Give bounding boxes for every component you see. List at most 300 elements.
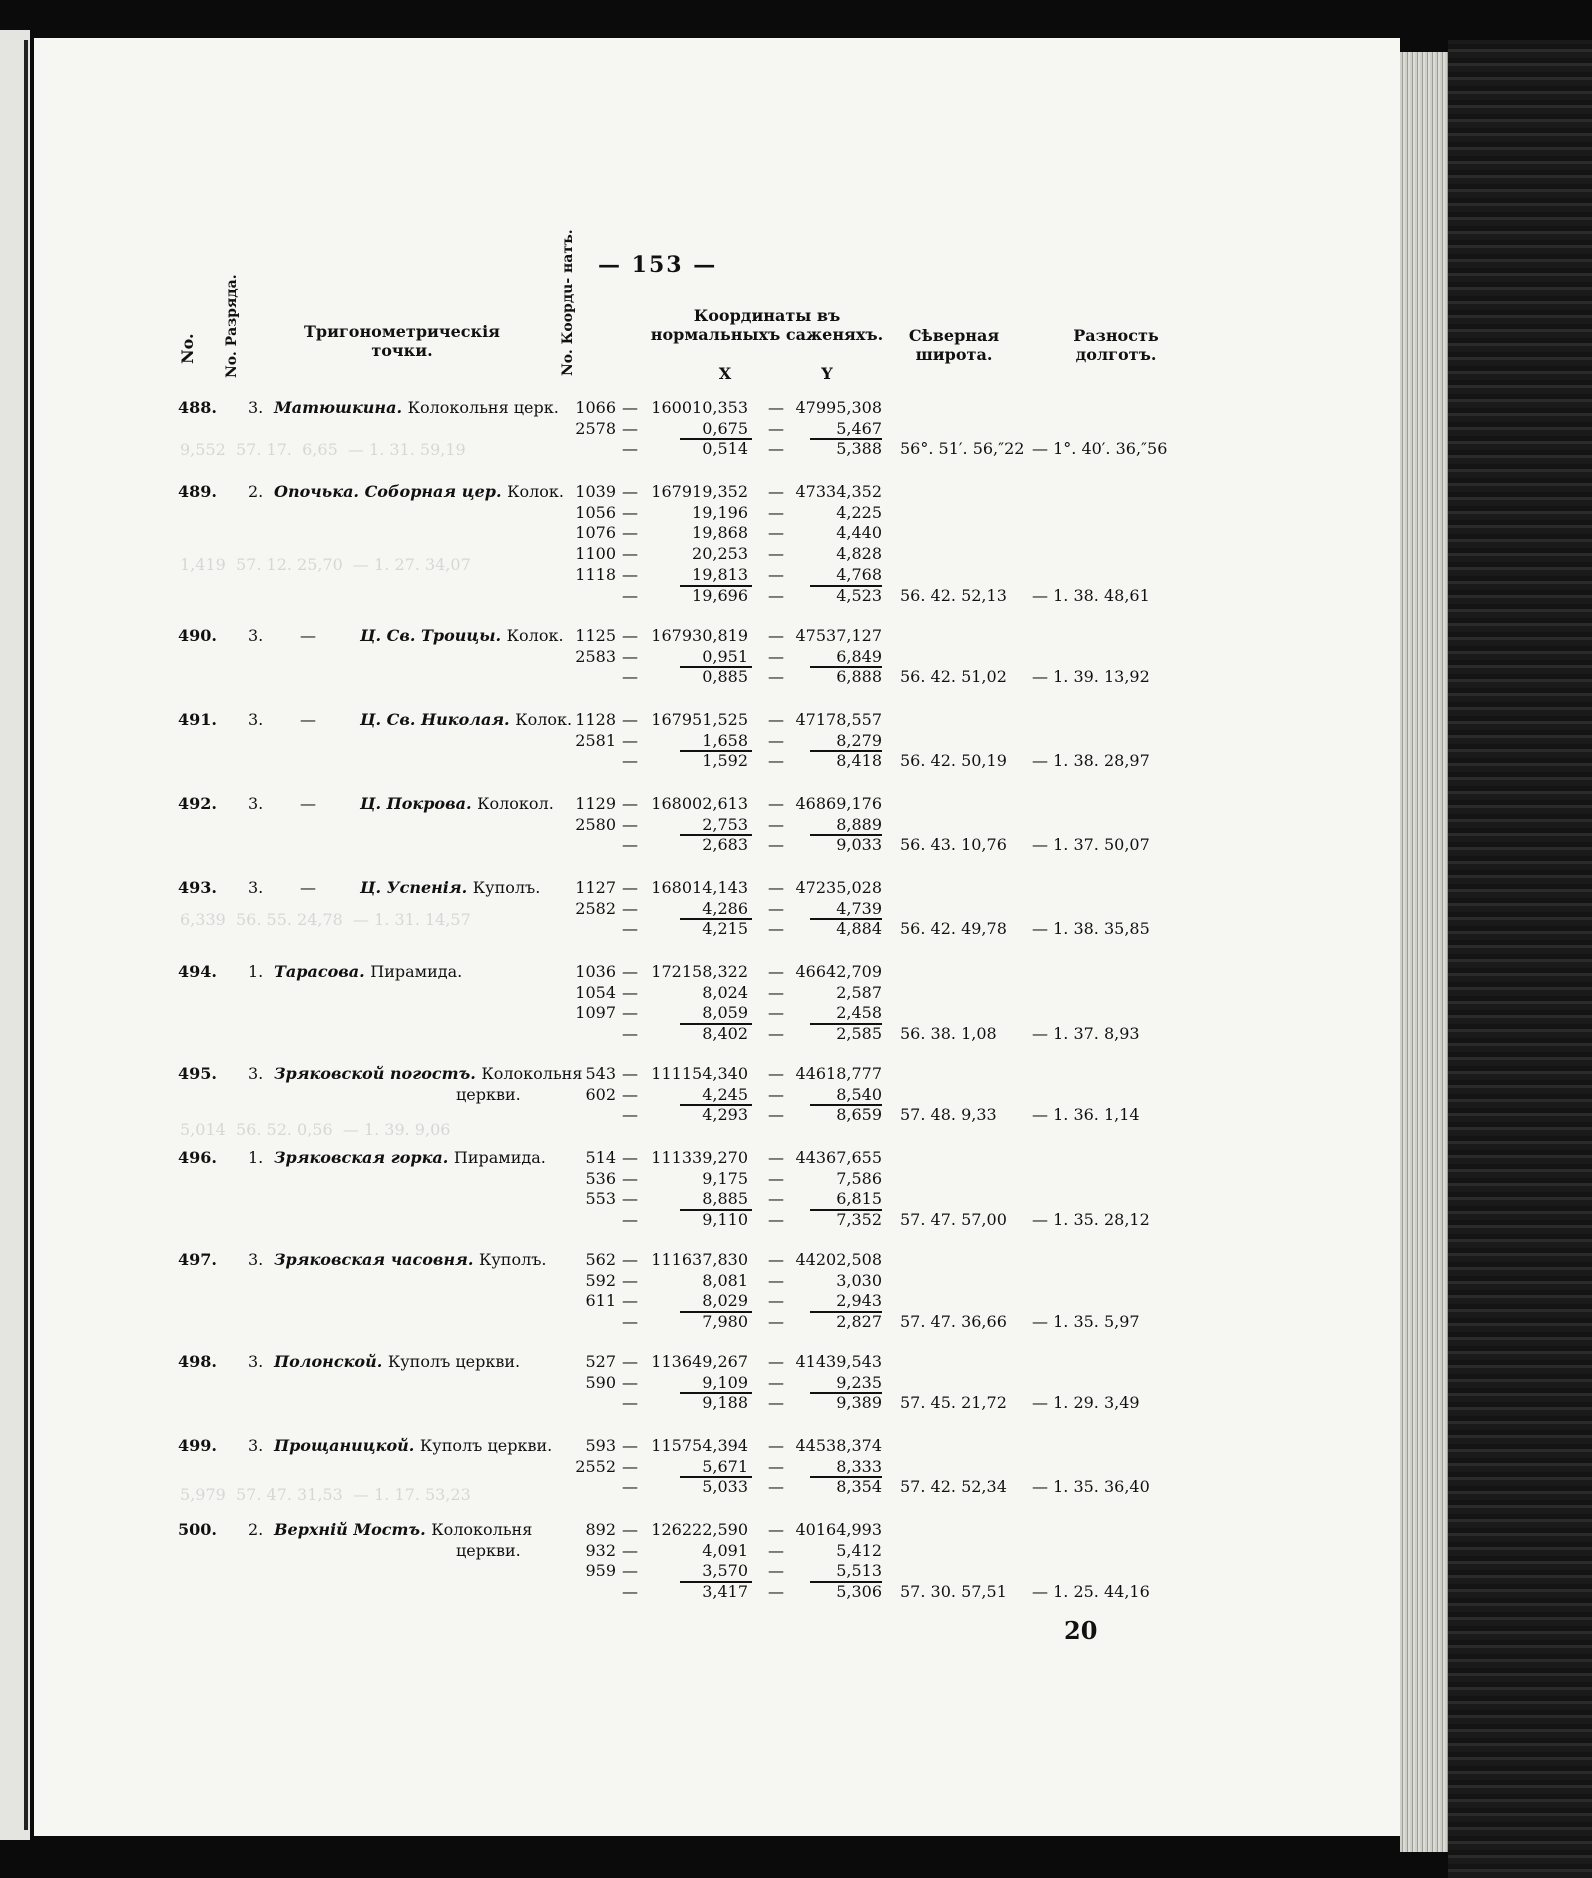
y-value: 44202,508 — [795, 1250, 882, 1269]
x-value: 0,675 — [702, 418, 748, 438]
ditto-dash: — — [300, 878, 316, 897]
coord-index: 932 — [585, 1540, 616, 1560]
dash-separator: — — [768, 1084, 784, 1104]
point-name — [360, 794, 554, 813]
x-value: 8,081 — [702, 1270, 748, 1290]
point-rank: 3. — [248, 1250, 264, 1269]
ditto-dash: — — [300, 710, 316, 729]
signature-mark: 20 — [1064, 1616, 1098, 1645]
x-value: 167930,819 — [651, 626, 748, 645]
y-value: 2,458 — [836, 1003, 882, 1023]
dash-separator: — — [622, 982, 638, 1002]
dash-separator: — — [622, 482, 638, 501]
dash-separator: — — [622, 439, 638, 459]
show-through-text: 9,552 57. 17. 6,65 — 1. 31. 59,19 — [180, 440, 466, 459]
point-number: 490. — [178, 626, 217, 645]
longitude-diff: — 1. 39. 13,92 — [1032, 667, 1150, 687]
longitude-diff: — 1. 38. 48,61 — [1032, 585, 1150, 605]
page-block-edge — [1400, 52, 1448, 1852]
point-rank: 3. — [248, 1064, 264, 1083]
longitude-diff: — 1. 25. 44,16 — [1032, 1582, 1150, 1602]
y-value: 8,418 — [836, 751, 882, 771]
show-through-text: 5,979 57. 47. 31,53 — 1. 17. 53,23 — [180, 1485, 471, 1504]
dash-separator: — — [622, 1540, 638, 1560]
x-value: 4,286 — [702, 898, 748, 918]
point-name — [274, 1352, 520, 1371]
coord-index: 593 — [585, 1436, 616, 1455]
dash-separator: — — [768, 1291, 784, 1311]
point-name-italic: Ц. Св. Троицы. — [360, 626, 507, 645]
dash-separator: — — [622, 751, 638, 771]
x-value: 19,696 — [692, 585, 748, 605]
y-value: 3,030 — [836, 1270, 882, 1290]
point-name-cont: церкви. — [456, 1540, 521, 1560]
point-name-italic: Зряковская часовня. — [274, 1250, 479, 1269]
x-value: 4,215 — [702, 919, 748, 939]
dash-separator: — — [768, 482, 784, 501]
coord-index: 2578 — [575, 418, 616, 438]
point-name-desc: Пирамида. — [453, 1148, 546, 1167]
x-value: 0,514 — [702, 439, 748, 459]
point-name-desc: Куполъ. — [478, 1250, 547, 1269]
y-value: 4,884 — [836, 919, 882, 939]
dash-separator: — — [768, 1436, 784, 1455]
dash-separator: — — [622, 1436, 638, 1455]
dash-separator: — — [768, 585, 784, 605]
point-number: 492. — [178, 794, 217, 813]
ditto-dash: — — [300, 794, 316, 813]
y-value: 5,306 — [836, 1582, 882, 1602]
dash-separator: — — [768, 1393, 784, 1413]
dash-separator: — — [622, 1250, 638, 1269]
y-value: 4,739 — [836, 898, 882, 918]
longitude-diff: — 1. 37. 8,93 — [1032, 1024, 1140, 1044]
dash-separator: — — [768, 919, 784, 939]
dash-separator: — — [622, 1189, 638, 1209]
dash-separator: — — [768, 710, 784, 729]
point-name-desc: Колок. — [515, 710, 573, 729]
coord-index: 1128 — [575, 710, 616, 729]
point-number: 489. — [178, 482, 217, 501]
header-y: Y — [821, 364, 833, 383]
dash-separator: — — [768, 1352, 784, 1371]
point-rank: 2. — [248, 1520, 264, 1539]
point-number: 498. — [178, 1352, 217, 1371]
x-value: 9,110 — [702, 1210, 748, 1230]
y-value: 5,513 — [836, 1561, 882, 1581]
point-rank: 3. — [248, 794, 264, 813]
dash-separator: — — [768, 439, 784, 459]
coord-index: 1100 — [575, 544, 616, 564]
dash-separator: — — [768, 398, 784, 417]
point-name-desc: Колок. — [507, 482, 564, 501]
header-latitude: Сѣверная широта. — [908, 326, 1000, 364]
point-name-desc: Куполъ церкви. — [387, 1352, 521, 1371]
dash-separator: — — [768, 1372, 784, 1392]
x-value: 1,658 — [702, 730, 748, 750]
y-value: 46642,709 — [795, 962, 882, 981]
dash-separator: — — [622, 1003, 638, 1023]
point-name-italic: Ц. Покрова. — [360, 794, 478, 813]
point-name — [360, 710, 572, 729]
dash-separator: — — [768, 878, 784, 897]
coord-index: 1076 — [575, 523, 616, 543]
x-value: 113649,267 — [651, 1352, 748, 1371]
x-value: 4,245 — [702, 1084, 748, 1104]
dash-separator: — — [622, 1477, 638, 1497]
dash-separator: — — [768, 626, 784, 645]
header-coordinates: Координаты въ нормальныхъ саженяхъ. — [650, 306, 884, 344]
dash-separator: — — [622, 667, 638, 687]
y-value: 47334,352 — [795, 482, 882, 501]
longitude-diff: — 1. 29. 3,49 — [1032, 1393, 1140, 1413]
dash-separator: — — [768, 1210, 784, 1230]
coord-index: 2582 — [575, 898, 616, 918]
dash-separator: — — [622, 1168, 638, 1188]
x-value: 160010,353 — [651, 398, 748, 417]
point-name-italic: Тарасова. — [274, 962, 371, 981]
y-value: 47537,127 — [795, 626, 882, 645]
point-name-italic: Опочька. Соборная цер. — [274, 482, 508, 501]
coord-index: 1036 — [575, 962, 616, 981]
x-value: 0,951 — [702, 646, 748, 666]
y-value: 4,225 — [836, 502, 882, 522]
latitude: 56. 42. 50,19 — [900, 751, 1007, 771]
dash-separator: — — [622, 919, 638, 939]
page-number: — 153 — — [598, 252, 718, 278]
point-name-italic: Зряковская горка. — [274, 1148, 454, 1167]
point-rank: 3. — [248, 398, 264, 417]
x-value: 115754,394 — [651, 1436, 748, 1455]
dash-separator: — — [768, 1540, 784, 1560]
x-value: 3,570 — [702, 1561, 748, 1581]
y-value: 4,828 — [836, 544, 882, 564]
dash-separator: — — [768, 1520, 784, 1539]
point-name-desc: Куполъ церкви. — [419, 1436, 553, 1455]
x-value: 126222,590 — [651, 1520, 748, 1539]
coord-index: 1125 — [575, 626, 616, 645]
point-name — [274, 1148, 546, 1167]
x-value: 20,253 — [692, 544, 748, 564]
dash-separator: — — [768, 1477, 784, 1497]
coord-index: 1056 — [575, 502, 616, 522]
point-name-cont: церкви. — [456, 1084, 521, 1104]
header-no: No. — [178, 333, 197, 364]
y-value: 2,587 — [836, 982, 882, 1002]
y-value: 9,235 — [836, 1372, 882, 1392]
dash-separator: — — [622, 1582, 638, 1602]
y-value: 8,333 — [836, 1456, 882, 1476]
latitude: 57. 47. 57,00 — [900, 1210, 1007, 1230]
point-name-desc: Пирамида. — [370, 962, 463, 981]
point-name-desc: Колок. — [506, 626, 564, 645]
y-value: 6,888 — [836, 667, 882, 687]
coord-index: 2552 — [575, 1456, 616, 1476]
coord-index: 892 — [585, 1520, 616, 1539]
longitude-diff: — 1. 37. 50,07 — [1032, 835, 1150, 855]
header-longitude: Разность долготъ. — [1073, 326, 1159, 364]
coord-index: 553 — [585, 1189, 616, 1209]
dash-separator: — — [768, 1456, 784, 1476]
dash-separator: — — [622, 730, 638, 750]
x-value: 4,091 — [702, 1540, 748, 1560]
point-name-italic: Ц. Успенія. — [360, 878, 473, 897]
longitude-diff: — 1°. 40′. 36,″56 — [1032, 439, 1168, 459]
point-number: 499. — [178, 1436, 217, 1455]
coord-index: 543 — [585, 1064, 616, 1083]
y-value: 5,388 — [836, 439, 882, 459]
y-value: 5,412 — [836, 1540, 882, 1560]
latitude: 56. 42. 49,78 — [900, 919, 1007, 939]
x-value: 7,980 — [702, 1312, 748, 1332]
point-number: 496. — [178, 1148, 217, 1167]
point-number: 494. — [178, 962, 217, 981]
dash-separator: — — [622, 1148, 638, 1167]
coord-index: 592 — [585, 1270, 616, 1290]
y-value: 4,523 — [836, 585, 882, 605]
y-value: 44618,777 — [795, 1064, 882, 1083]
y-value: 6,849 — [836, 646, 882, 666]
x-value: 8,024 — [702, 982, 748, 1002]
coord-index: 1127 — [575, 878, 616, 897]
latitude: 57. 30. 57,51 — [900, 1582, 1007, 1602]
dash-separator: — — [768, 1250, 784, 1269]
show-through-text: 6,339 56. 55. 24,78 — 1. 31. 14,57 — [180, 910, 471, 929]
dash-separator: — — [622, 1024, 638, 1044]
coord-index: 2580 — [575, 814, 616, 834]
dash-separator: — — [622, 1291, 638, 1311]
dash-separator: — — [768, 982, 784, 1002]
x-value: 111154,340 — [651, 1064, 748, 1083]
dash-separator: — — [622, 626, 638, 645]
x-value: 167951,525 — [651, 710, 748, 729]
coord-index: 2583 — [575, 646, 616, 666]
x-value: 8,059 — [702, 1003, 748, 1023]
longitude-diff: — 1. 35. 5,97 — [1032, 1312, 1140, 1332]
x-value: 3,417 — [702, 1582, 748, 1602]
coord-index: 562 — [585, 1250, 616, 1269]
dash-separator: — — [622, 835, 638, 855]
latitude: 56. 43. 10,76 — [900, 835, 1007, 855]
x-value: 9,188 — [702, 1393, 748, 1413]
y-value: 4,440 — [836, 523, 882, 543]
latitude: 56°. 51′. 56,″22 — [900, 439, 1025, 459]
coord-index: 1066 — [575, 398, 616, 417]
x-value: 4,293 — [702, 1105, 748, 1125]
dash-separator: — — [622, 1352, 638, 1371]
latitude: 56. 38. 1,08 — [900, 1024, 997, 1044]
dash-separator: — — [768, 751, 784, 771]
point-name-desc: Колокольня церк. — [407, 398, 559, 417]
latitude: 57. 42. 52,34 — [900, 1477, 1007, 1497]
dash-separator: — — [622, 1084, 638, 1104]
dash-separator: — — [622, 898, 638, 918]
latitude: 57. 45. 21,72 — [900, 1393, 1007, 1413]
y-value: 44538,374 — [795, 1436, 882, 1455]
dash-separator: — — [622, 646, 638, 666]
latitude: 57. 48. 9,33 — [900, 1105, 997, 1125]
y-value: 7,352 — [836, 1210, 882, 1230]
dash-separator: — — [768, 1024, 784, 1044]
y-value: 7,586 — [836, 1168, 882, 1188]
dash-separator: — — [768, 1312, 784, 1332]
header-x: X — [718, 364, 732, 383]
point-name-italic: Матюшкина. — [274, 398, 408, 417]
dash-separator: — — [768, 1168, 784, 1188]
coord-index: 611 — [585, 1291, 616, 1311]
dash-separator: — — [622, 1064, 638, 1083]
point-rank: 3. — [248, 626, 264, 645]
book-gutter — [24, 40, 28, 1830]
dash-separator: — — [768, 1003, 784, 1023]
y-value: 47235,028 — [795, 878, 882, 897]
dash-separator: — — [622, 962, 638, 981]
dash-separator: — — [768, 1561, 784, 1581]
x-value: 19,868 — [692, 523, 748, 543]
longitude-diff: — 1. 36. 1,14 — [1032, 1105, 1140, 1125]
coord-index: 1039 — [575, 482, 616, 501]
x-value: 5,033 — [702, 1477, 748, 1497]
longitude-diff: — 1. 35. 36,40 — [1032, 1477, 1150, 1497]
dash-separator: — — [622, 794, 638, 813]
dash-separator: — — [622, 1270, 638, 1290]
longitude-diff: — 1. 35. 28,12 — [1032, 1210, 1150, 1230]
header-coord-no: No. Коордu- натъ. — [560, 229, 576, 376]
dash-separator: — — [622, 814, 638, 834]
dash-separator: — — [768, 646, 784, 666]
y-value: 9,033 — [836, 835, 882, 855]
point-name-desc: Колокольня — [481, 1064, 583, 1083]
x-value: 168002,613 — [651, 794, 748, 813]
dash-separator: — — [622, 1561, 638, 1581]
point-rank: 1. — [248, 962, 264, 981]
point-name-desc: Колокольня — [431, 1520, 533, 1539]
coord-index: 2581 — [575, 730, 616, 750]
dash-separator: — — [768, 962, 784, 981]
coord-index: 602 — [585, 1084, 616, 1104]
point-name — [274, 398, 559, 417]
y-value: 46869,176 — [795, 794, 882, 813]
latitude: 56. 42. 51,02 — [900, 667, 1007, 687]
dash-separator: — — [768, 1105, 784, 1125]
coord-index: 1097 — [575, 1003, 616, 1023]
y-value: 41439,543 — [795, 1352, 882, 1371]
point-name-italic: Прощаницкой. — [274, 1436, 420, 1455]
x-value: 9,175 — [702, 1168, 748, 1188]
dash-separator: — — [768, 418, 784, 438]
dash-separator: — — [768, 667, 784, 687]
dash-separator: — — [768, 564, 784, 584]
y-value: 44367,655 — [795, 1148, 882, 1167]
dash-separator: — — [622, 710, 638, 729]
x-value: 111637,830 — [651, 1250, 748, 1269]
point-rank: 3. — [248, 1436, 264, 1455]
y-value: 4,768 — [836, 564, 882, 584]
y-value: 2,943 — [836, 1291, 882, 1311]
point-name — [274, 962, 462, 981]
dash-separator: — — [622, 564, 638, 584]
point-name-italic: Полонской. — [274, 1352, 388, 1371]
y-value: 8,540 — [836, 1084, 882, 1104]
point-rank: 3. — [248, 1352, 264, 1371]
show-through-text: 1,419 57. 12. 25,70 — 1. 27. 34,07 — [180, 555, 471, 574]
dash-separator: — — [768, 898, 784, 918]
point-name — [274, 1436, 552, 1455]
coord-index: 1118 — [575, 564, 616, 584]
coord-index: 590 — [585, 1372, 616, 1392]
coord-index: 527 — [585, 1352, 616, 1371]
y-value: 2,827 — [836, 1312, 882, 1332]
y-value: 8,889 — [836, 814, 882, 834]
longitude-diff: — 1. 38. 35,85 — [1032, 919, 1150, 939]
dash-separator: — — [768, 523, 784, 543]
x-value: 19,813 — [692, 564, 748, 584]
y-value: 47178,557 — [795, 710, 882, 729]
coord-index: 1129 — [575, 794, 616, 813]
coord-index: 536 — [585, 1168, 616, 1188]
point-name-italic: Зряковской погостъ. — [274, 1064, 482, 1083]
coord-index: 1054 — [575, 982, 616, 1002]
y-value: 8,659 — [836, 1105, 882, 1125]
ditto-dash: — — [300, 626, 316, 645]
x-value: 167919,352 — [651, 482, 748, 501]
y-value: 5,467 — [836, 418, 882, 438]
point-name-desc: Куполъ. — [472, 878, 541, 897]
dash-separator: — — [768, 1270, 784, 1290]
dash-separator: — — [622, 523, 638, 543]
x-value: 9,109 — [702, 1372, 748, 1392]
y-value: 8,354 — [836, 1477, 882, 1497]
point-number: 493. — [178, 878, 217, 897]
longitude-diff: — 1. 38. 28,97 — [1032, 751, 1150, 771]
dash-separator: — — [622, 1312, 638, 1332]
x-value: 2,753 — [702, 814, 748, 834]
latitude: 57. 47. 36,66 — [900, 1312, 1007, 1332]
y-value: 47995,308 — [795, 398, 882, 417]
dash-separator: — — [622, 1393, 638, 1413]
y-value: 9,389 — [836, 1393, 882, 1413]
x-value: 1,592 — [702, 751, 748, 771]
point-name — [274, 1250, 547, 1269]
dash-separator: — — [768, 1189, 784, 1209]
dash-separator: — — [622, 1210, 638, 1230]
point-name — [360, 626, 564, 645]
latitude: 56. 42. 52,13 — [900, 585, 1007, 605]
dash-separator: — — [768, 502, 784, 522]
point-name — [360, 878, 540, 897]
point-number: 500. — [178, 1520, 217, 1539]
dash-separator: — — [622, 502, 638, 522]
dash-separator: — — [622, 1105, 638, 1125]
dash-separator: — — [622, 418, 638, 438]
dash-separator: — — [768, 835, 784, 855]
point-rank: 1. — [248, 1148, 264, 1167]
dash-separator: — — [768, 1582, 784, 1602]
y-value: 6,815 — [836, 1189, 882, 1209]
y-value: 8,279 — [836, 730, 882, 750]
book-cover — [1448, 40, 1592, 1878]
header-rank: No. Разряда. — [224, 274, 240, 378]
x-value: 8,029 — [702, 1291, 748, 1311]
dash-separator: — — [768, 544, 784, 564]
x-value: 111339,270 — [651, 1148, 748, 1167]
dash-separator: — — [768, 794, 784, 813]
dash-separator: — — [622, 1372, 638, 1392]
point-number: 491. — [178, 710, 217, 729]
show-through-text: 5,014 56. 52. 0,56 — 1. 39. 9,06 — [180, 1120, 451, 1139]
dash-separator: — — [622, 1456, 638, 1476]
coord-index: 959 — [585, 1561, 616, 1581]
